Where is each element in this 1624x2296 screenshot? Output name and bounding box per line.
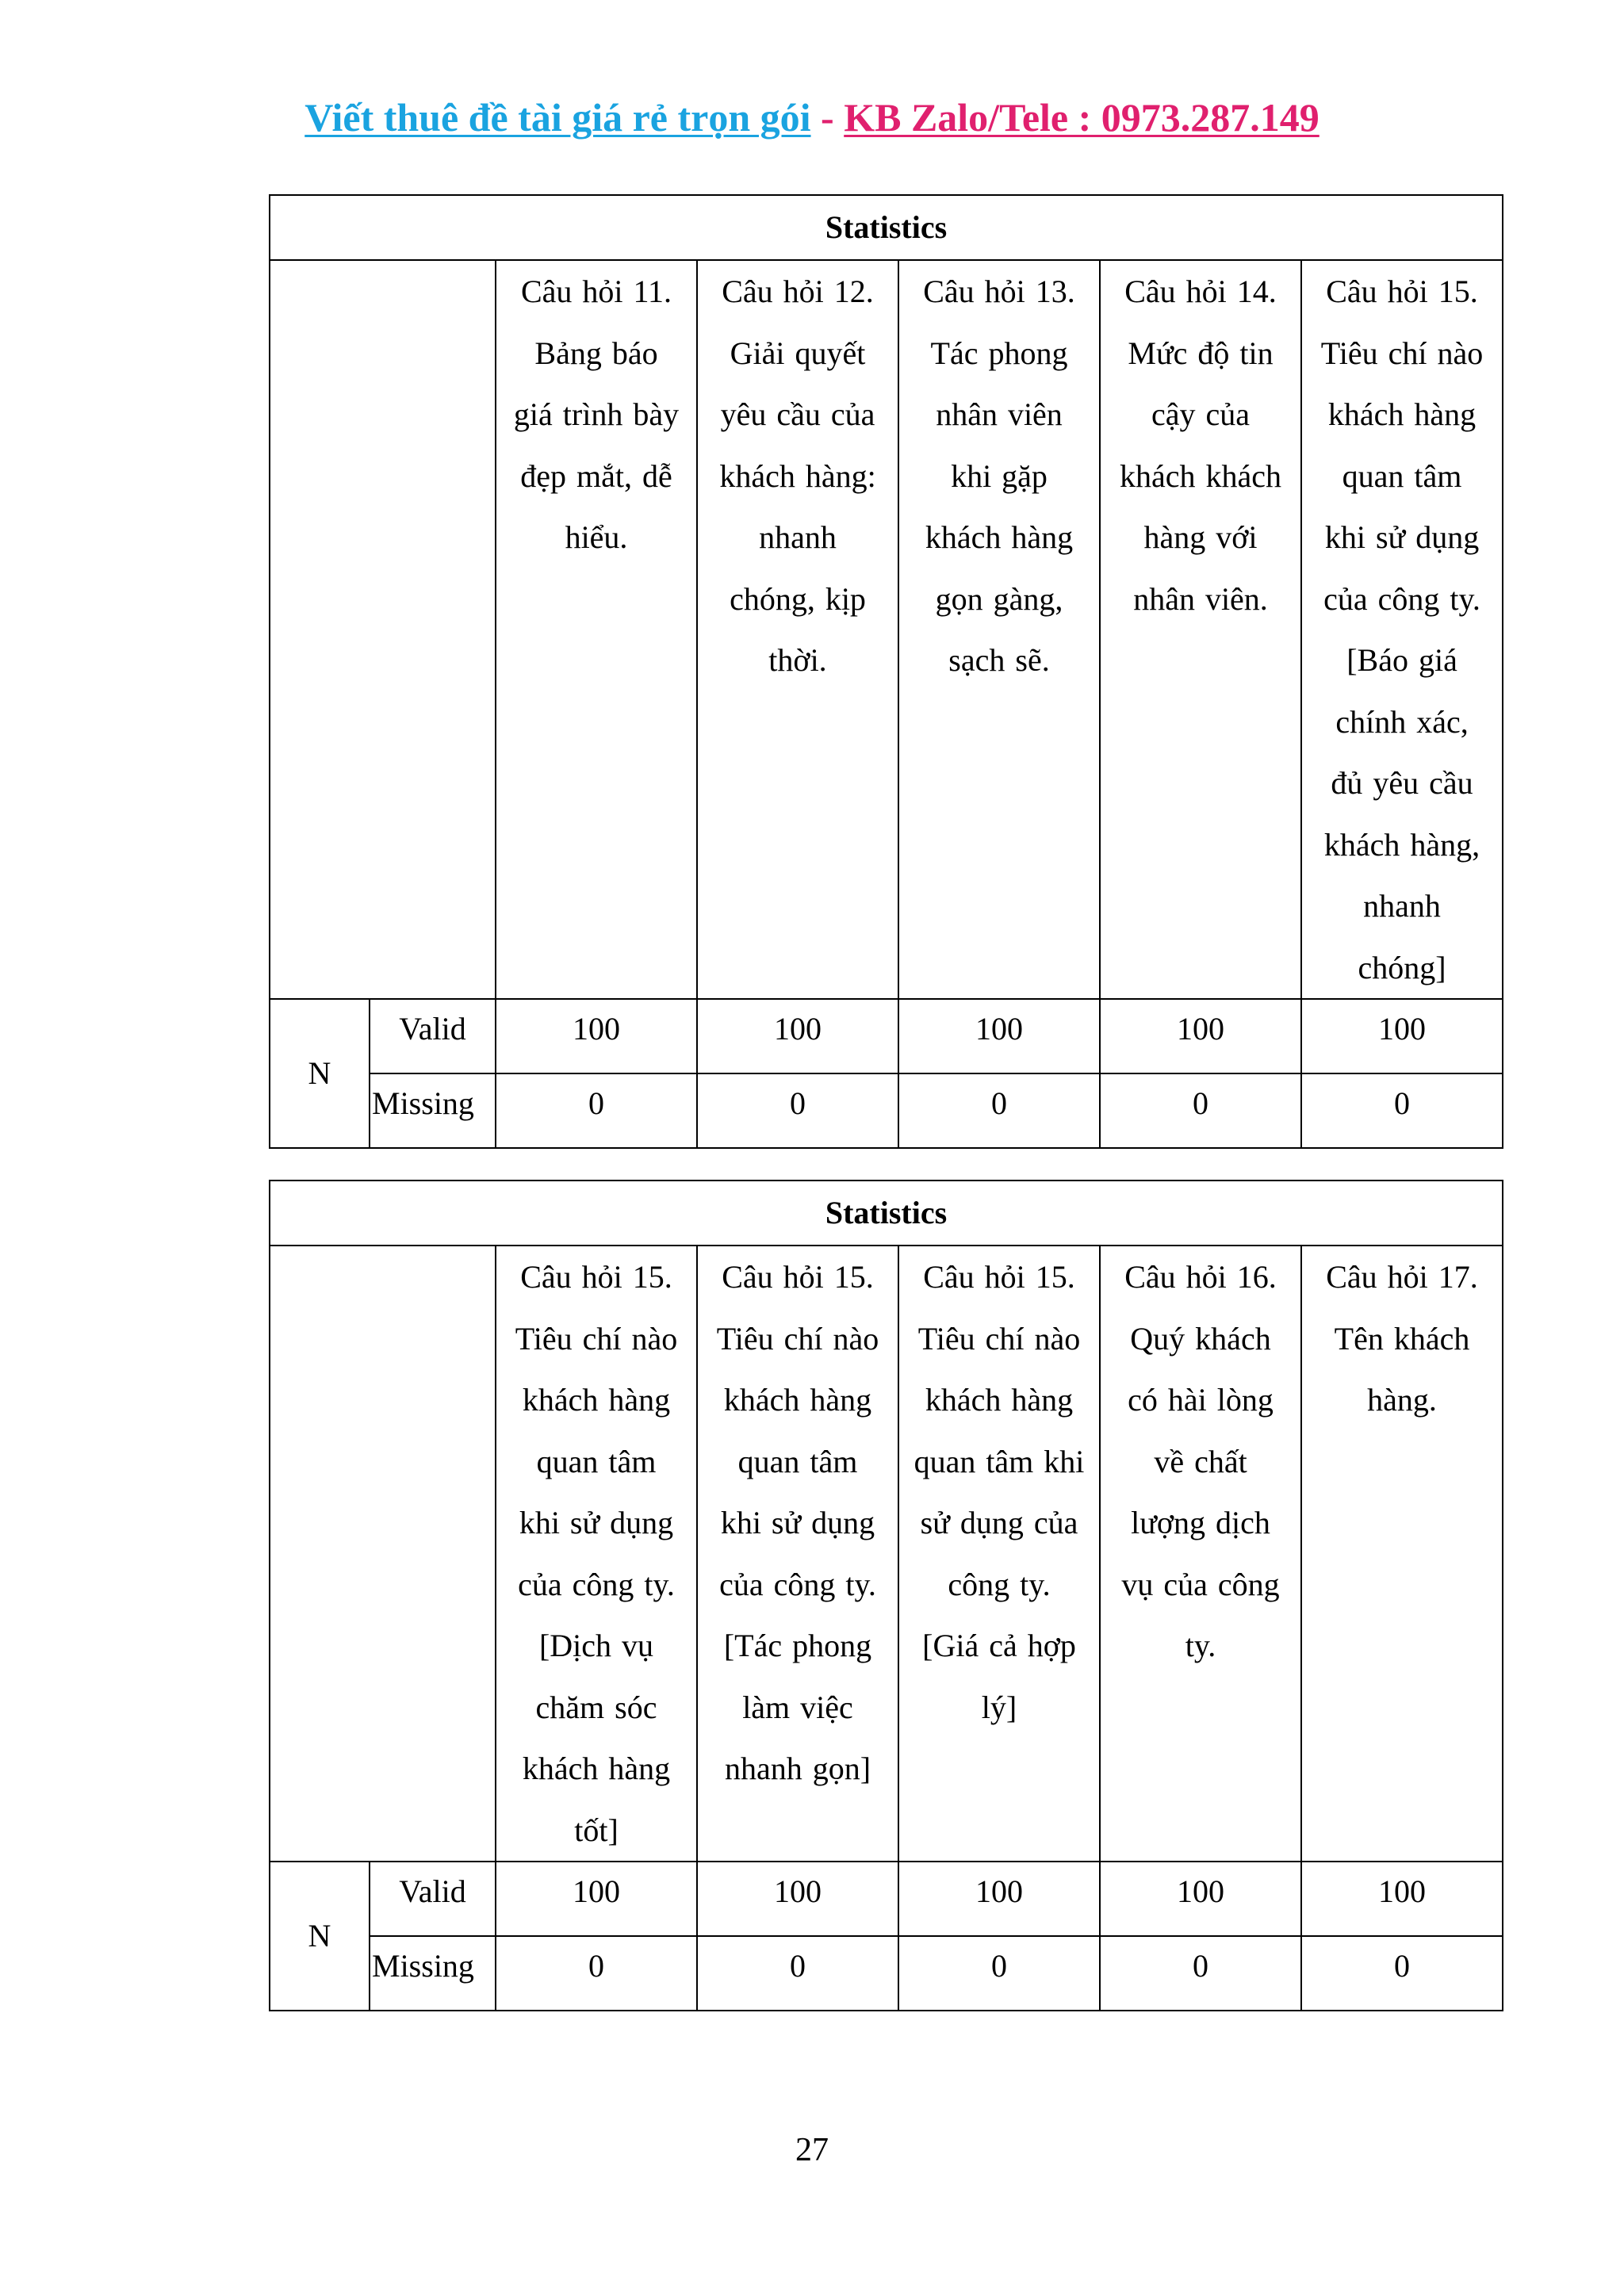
header-empty-cell <box>270 1246 496 1862</box>
table-cell: 0 <box>1100 1073 1301 1148</box>
table-cell: 100 <box>898 999 1100 1073</box>
table-cell: 0 <box>1100 1936 1301 2011</box>
column-header: Câu hỏi 14. Mức độ tin cậy của khách khách hàng với nhân viên. <box>1100 260 1301 999</box>
table-cell: 0 <box>697 1073 898 1148</box>
table-cell: 100 <box>496 1862 697 1936</box>
header-banner <box>0 94 1624 141</box>
table-cell: 100 <box>1301 1862 1503 1936</box>
table-cell: 0 <box>1301 1073 1503 1148</box>
statistics-table-1 <box>269 194 1503 1149</box>
row-label-valid: Valid <box>370 1862 496 1936</box>
column-header: Câu hỏi 15. Tiêu chí nào khách hàng quan tâm khi sử dụng của công ty. [Tác phong làm việc nhanh gọn] <box>697 1246 898 1862</box>
column-header: Câu hỏi 16. Quý khách có hài lòng về chất lượng dịch vụ của công ty. <box>1100 1246 1301 1862</box>
table-cell: 0 <box>898 1936 1100 2011</box>
page-number: 27 <box>795 2132 829 2168</box>
row-label-valid: Valid <box>370 999 496 1073</box>
table-cell: 100 <box>1301 999 1503 1073</box>
table-title: Statistics <box>270 195 1503 260</box>
service-link[interactable]: Viết thuê đề tài giá rẻ trọn gói <box>304 95 811 140</box>
table-cell: 0 <box>496 1936 697 2011</box>
table-cell: 100 <box>898 1862 1100 1936</box>
row-label-missing: Missing <box>370 1936 496 2011</box>
table-cell: 100 <box>1100 999 1301 1073</box>
table-cell: 0 <box>697 1936 898 2011</box>
column-header: Câu hỏi 15. Tiêu chí nào khách hàng quan tâm khi sử dụng của công ty. [Báo giá chính xác, đủ yêu cầu khách hàng, nhanh chóng] <box>1301 260 1503 999</box>
banner-separator: - <box>810 95 845 140</box>
table-cell: 100 <box>697 1862 898 1936</box>
table-cell: 0 <box>1301 1936 1503 2011</box>
statistics-table-2 <box>269 1180 1503 2011</box>
contact-link[interactable]: KB Zalo/Tele : 0973.287.149 <box>844 95 1320 140</box>
column-header: Câu hỏi 15. Tiêu chí nào khách hàng quan tâm khi sử dụng của công ty. [Giá cả hợp lý] <box>898 1246 1100 1862</box>
table-cell: 0 <box>496 1073 697 1148</box>
row-label-missing: Missing <box>370 1073 496 1148</box>
table-title: Statistics <box>270 1181 1503 1246</box>
table-cell: 100 <box>697 999 898 1073</box>
column-header: Câu hỏi 13. Tác phong nhân viên khi gặp khách hàng gọn gàng, sạch sẽ. <box>898 260 1100 999</box>
row-group-label: N <box>270 999 370 1148</box>
column-header: Câu hỏi 11. Bảng báo giá trình bày đẹp mắt, dễ hiểu. <box>496 260 697 999</box>
table-cell: 100 <box>496 999 697 1073</box>
table-cell: 100 <box>1100 1862 1301 1936</box>
row-group-label: N <box>270 1862 370 2011</box>
column-header: Câu hỏi 12. Giải quyết yêu cầu của khách hàng: nhanh chóng, kịp thời. <box>697 260 898 999</box>
table-cell: 0 <box>898 1073 1100 1148</box>
header-empty-cell <box>270 260 496 999</box>
column-header: Câu hỏi 15. Tiêu chí nào khách hàng quan tâm khi sử dụng của công ty. [Dịch vụ chăm sóc khách hàng tốt] <box>496 1246 697 1862</box>
column-header: Câu hỏi 17. Tên khách hàng. <box>1301 1246 1503 1862</box>
